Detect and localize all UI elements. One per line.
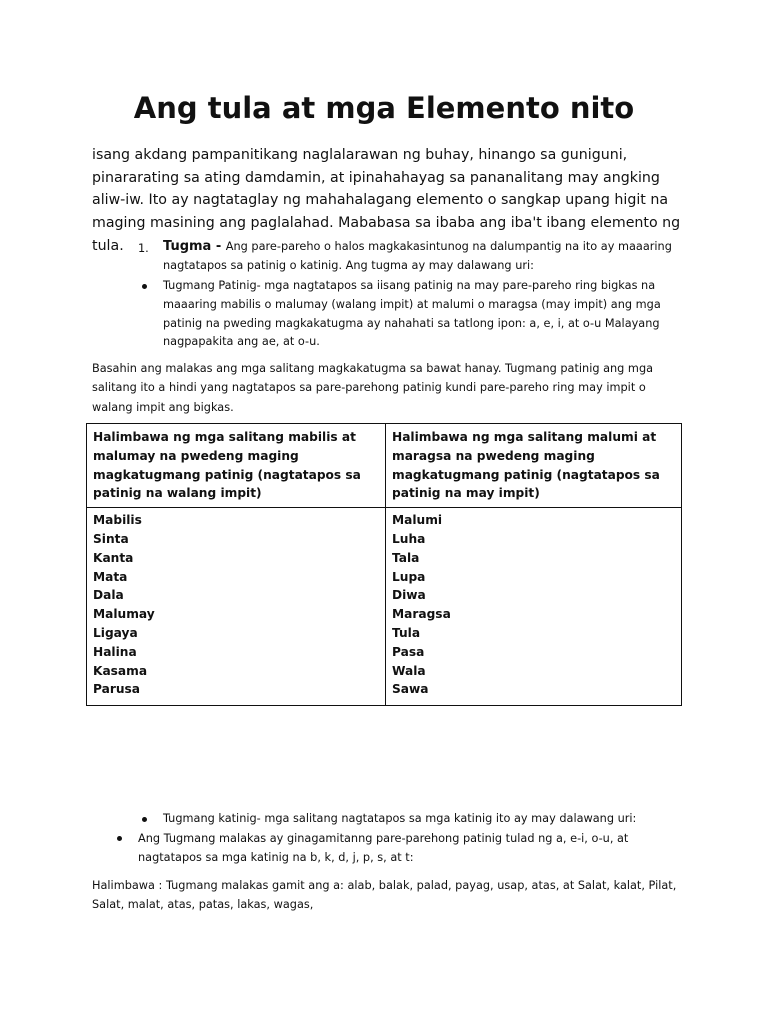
- word-item: Luha: [392, 531, 426, 546]
- table-row: [87, 508, 682, 706]
- numbered-list: [138, 238, 698, 275]
- bullet-text-malakas: Ang Tugmang malakas ay ginagamitanng pare-parehong patinig tulad ng a, e-i, o-u, at nagtatapos sa mga katinig na b, k, d, j, p, s, at t:: [138, 832, 629, 864]
- word-item: Wala: [392, 663, 426, 678]
- word-item: Dala: [93, 588, 124, 603]
- list-number: 1.: [138, 242, 149, 255]
- word-item: Diwa: [392, 588, 426, 603]
- word-item: Ligaya: [93, 625, 138, 640]
- word-item: Lupa: [392, 569, 426, 584]
- word-item: Sawa: [392, 682, 429, 697]
- word-item: Parusa: [93, 682, 140, 697]
- bullet-list-patinig: [163, 277, 683, 352]
- word-item: Kasama: [93, 663, 148, 678]
- word-item: Sinta: [93, 531, 129, 546]
- word-item: Kanta: [93, 550, 134, 565]
- table-header-may-impit: Halimbawa ng mga salitang malumi at maragsa na pwedeng maging magkatugmang patinig (nagtatapos sa patinig na may impit): [386, 424, 682, 508]
- term-tugma: Tugma: [163, 239, 212, 254]
- list-item: [138, 829, 683, 867]
- table-header-walang-impit: Halimbawa ng mga salitang mabilis at malumay na pwedeng maging magkatugmang patinig (nagtatapos sa patinig na walang impit): [87, 424, 386, 508]
- word-item: Malumay: [93, 607, 155, 622]
- intro-paragraph: isang akdang pampanitikang naglalarawan ng buhay, hinango sa guniguni, pinararating sa ating damdamin, at ipinahahayag sa pananalitang may angking aliw-iw. Ito ay nagtataglay ng mahahalagang elemento o sangkap upang higit na maging masining ang paglalahad. Mababasa sa ibaba ang iba't ibang elemento ng tula.: [92, 147, 681, 254]
- rhyme-examples-table: [86, 423, 682, 706]
- bullet-text-patinig: Tugmang Patinig- mga nagtatapos sa iisang patinig na may pare-pareho ring bigkas na maaaring mabilis o malumay (walang impit) at malumi o maragsa (may impit) ang mga patinig na pweding magkakatugma ay nahahati sa tatlong ipon: a, e, i, at o-u Malayang nagpapakita ang ae, at o-u.: [163, 279, 661, 349]
- list-item: [163, 277, 683, 352]
- bullet-icon: [142, 284, 147, 289]
- table-header-row: [87, 424, 682, 508]
- paragraph-halimbawa: Halimbawa : Tugmang malakas gamit ang a: alab, balak, palad, payag, usap, atas, at Salat, kalat, Pilat, Salat, malat, atas, patas, lakas, wagas,: [92, 879, 677, 912]
- word-item: Halina: [93, 644, 137, 659]
- term-separator: -: [211, 239, 226, 254]
- bullet-icon: [117, 836, 122, 841]
- table-cell-walang-impit: [87, 508, 386, 706]
- word-item: Malumi: [392, 513, 443, 528]
- word-item: Tala: [392, 550, 420, 565]
- word-item: Pasa: [392, 644, 425, 659]
- tugma-definition: Ang pare-pareho o halos magkakasintunog na dalumpantig na ito ay maaaring nagtatapos sa patinig o katinig. Ang tugma ay may dalawang uri:: [163, 240, 672, 272]
- bullet-text-katinig: Tugmang katinig- mga salitang nagtatapos sa mga katinig ito ay may dalawang uri:: [163, 812, 637, 825]
- word-item: Maragsa: [392, 607, 451, 622]
- page-title: Ang tula at mga Elemento nito: [133, 91, 635, 125]
- paragraph-basahin: Basahin ang malakas ang mga salitang magkakatugma sa bawat hanay. Tugmang patinig ang mga salitang ito a hindi yang nagtatapos sa pare-parehong patinig kundi pare-pareho ring may impit o walang impit ang bigkas.: [92, 362, 654, 414]
- list-item: [163, 810, 683, 829]
- word-item: Mabilis: [93, 513, 142, 528]
- bullet-list-katinig: [163, 810, 683, 829]
- list-item-tugma: [138, 238, 698, 275]
- bullet-list-malakas: [138, 829, 683, 867]
- table-cell-may-impit: [386, 508, 682, 706]
- word-item: Mata: [93, 569, 128, 584]
- word-item: Tula: [392, 625, 421, 640]
- bullet-icon: [142, 817, 147, 822]
